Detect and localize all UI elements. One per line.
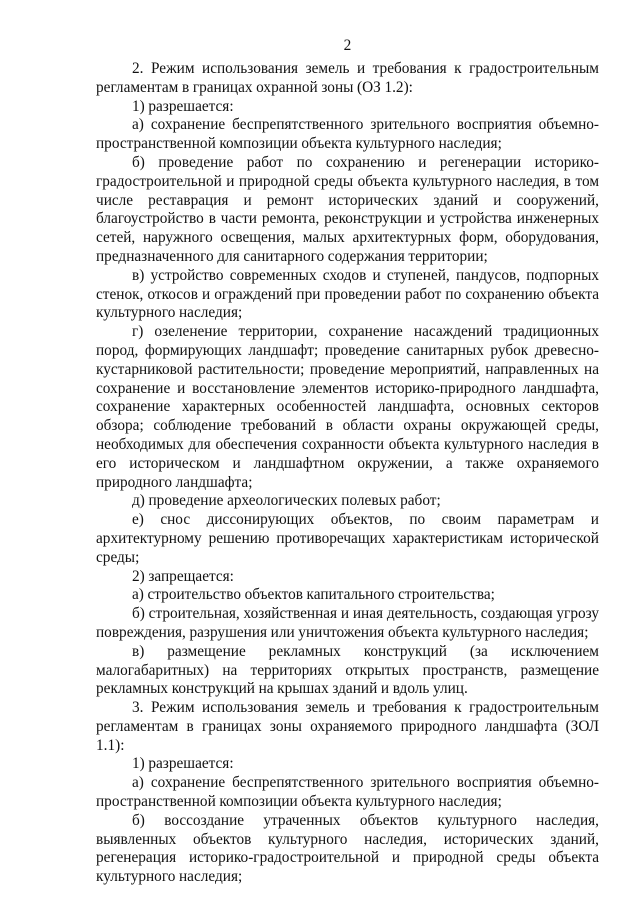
section-3-allowed-item-b: б) воссоздание утраченных объектов культурного наследия, выявленных объектов культурного наследия, исторических зданий, регенерация историко-градостроительной и природной среды объекта культурного наследия;	[96, 811, 599, 886]
section-2-allowed-label: 1) разрешается:	[132, 97, 234, 115]
section-2-allowed-item-g: г) озеленение территории, сохранение насаждений традиционных пород, формирующих ландшафт; проведение санитарных рубок древесно-кустарниковой растительности; проведение мероприятий, направленных на сохранение и восстановление элементов историко-природного ландшафта, сохранение характерных особенностей ландшафта, основных секторов обзора; соблюдение требований в области охраны окружающей среды, необходимых для обеспечения сохранности объекта культурного наследия в его историческом и ландшафтном окружении, а также охраняемого природного ландшафта;	[96, 323, 599, 491]
document-page	[96, 36, 599, 887]
section-3-heading: 3. Режим использования земель и требования к градостроительным регламентам в границах зоны охраняемого природного ландшафта (ЗОЛ 1.1):	[96, 699, 599, 754]
section-2-prohibited-item-b: б) строительная, хозяйственная и иная деятельность, создающая угрозу повреждения, разрушения или уничтожения объекта культурного наследия;	[96, 605, 599, 641]
section-2-allowed-item-v: в) устройство современных сходов и ступеней, пандусов, подпорных стенок, откосов и ограждений при проведении работ по сохранению объекта культурного наследия;	[96, 266, 599, 322]
section-2-allowed-item-e: е) снос диссонирующих объектов, по своим параметрам и архитектурному решению противоречащих характеристикам исторической среды;	[96, 511, 599, 566]
section-2-allowed-item-a: а) сохранение беспрепятственного зрительного восприятия объемно-пространственной композиции объекта культурного наследия;	[96, 116, 599, 153]
section-3-allowed-item-a: а) сохранение беспрепятственного зрительного восприятия объемно-пространственной композиции объекта культурного наследия;	[96, 774, 599, 811]
section-2-prohibited-item-a: а) строительство объектов капитального строительства;	[132, 586, 495, 604]
page-number: 2	[343, 37, 352, 54]
section-2-prohibited-label: 2) запрещается:	[132, 567, 234, 585]
section-3-allowed-label: 1) разрешается:	[132, 755, 234, 773]
section-2-allowed-item-d: д) проведение археологических полевых работ;	[132, 492, 441, 510]
section-2-heading: 2. Режим использования земель и требования к градостроительным регламентам в границах охранной зоны (ОЗ 1.2):	[96, 60, 599, 96]
section-2-allowed-item-b: б) проведение работ по сохранению и регенерации историко-градостроительной и природной среды объекта культурного наследия, в том числе реставрация и ремонт исторических зданий и сооружений, благоустройство в части ремонта, реконструкции и устройства инженерных сетей, наружного освещения, малых архитектурных форм, оборудования, предназначенного для санитарного содержания территории;	[96, 153, 599, 265]
section-2-prohibited-item-v: в) размещение рекламных конструкций (за исключением малогабаритных) на территориях открытых пространств, размещение рекламных конструкций на крышах зданий и вдоль улиц.	[96, 642, 599, 698]
